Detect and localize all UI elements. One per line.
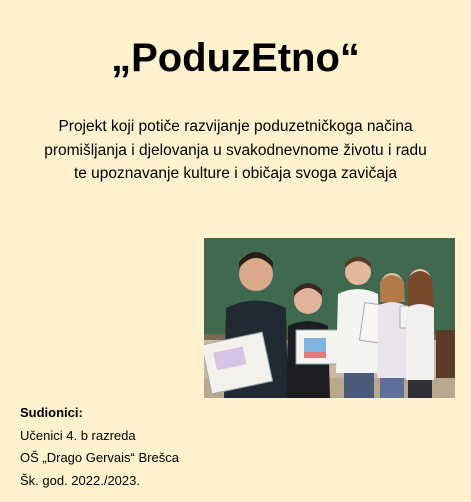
document-title: „PoduzEtno“ bbox=[111, 36, 360, 80]
participants-block bbox=[20, 402, 179, 492]
description-line: te upoznavanje kulture i običaja svoga zavičaja bbox=[73, 165, 398, 182]
participants-school-year: Šk. god. 2022./2023. bbox=[20, 472, 140, 488]
class-photo bbox=[204, 238, 455, 398]
participants-heading: Sudionici: bbox=[20, 405, 83, 420]
description-line: Projekt koji potiče razvijanje poduzetničkoga načina bbox=[58, 118, 413, 135]
participants-class: Učenici 4. b razreda bbox=[20, 427, 136, 443]
project-description bbox=[40, 115, 431, 186]
participants-school: OŠ „Drago Gervais“ Brešca bbox=[20, 450, 179, 465]
description-line: promišljanja i djelovanja u svakodnevnome životu i radu bbox=[44, 141, 427, 159]
